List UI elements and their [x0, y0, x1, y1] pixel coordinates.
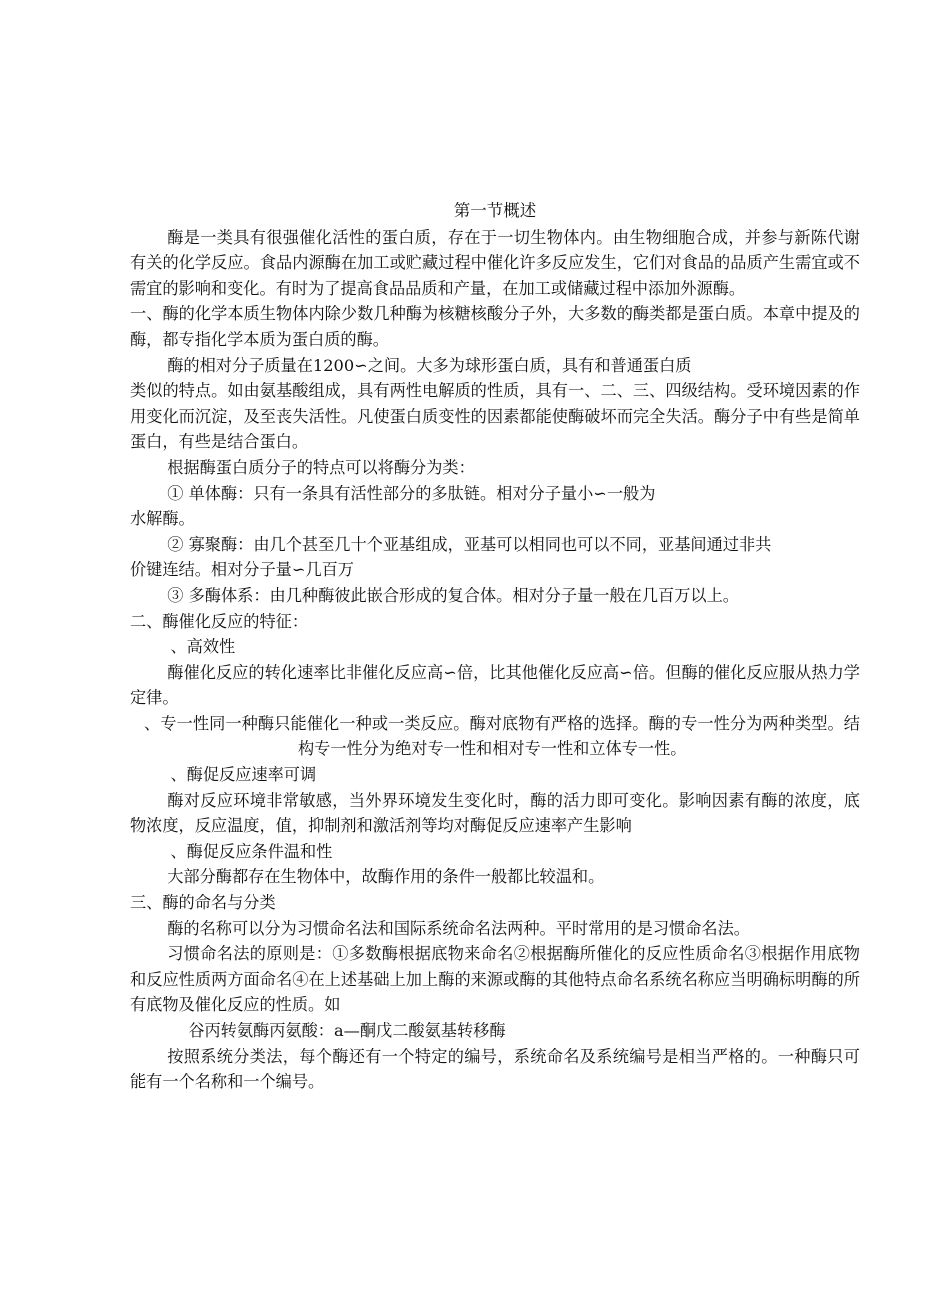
list-item-monomeric-enzyme: ① 单体酶：只有一条具有活性部分的多肽链。相对分子量小∽一般为 — [167, 483, 656, 503]
subheading-rate-adjustable: 、酶促反应速率可调 — [170, 765, 317, 785]
paragraph-molecular-mass: 酶的相对分子质量在1200∽之间。大多为球形蛋白质，具有和普通蛋白质 — [167, 355, 692, 375]
heading-chemical-nature: 一、酶的化学本质生物体内除少数几种酶为核糖核酸分子外，大多数的酶类都是蛋白质。本章中提及的酶，都专指化学本质为蛋白质的酶。 — [130, 304, 860, 349]
list-item-multienzyme-system: ③ 多酶体系：由几种酶彼此嵌合形成的复合体。相对分子量一般在几百万以上。 — [167, 585, 739, 605]
list-item-oligomeric-enzyme-cont: 价键连结。相对分子量∽几百万 — [130, 560, 354, 580]
subheading-efficiency: 、高效性 — [170, 637, 236, 657]
paragraph-efficiency: 酶催化反应的转化速率比非催化反应高∽倍，比其他催化反应高∽倍。但酶的催化反应服从热力学定律。 — [130, 662, 860, 708]
paragraph-specificity: 、专一性同一种酶只能催化一种或一类反应。酶对底物有严格的选择。酶的专一性分为两种类型。结构专一性分为绝对专一性和相对专一性和立体专一性。 — [144, 713, 860, 759]
paragraph-numbering: 按照系统分类法，每个酶还有一个特定的编号，系统命名及系统编号是相当严格的。一种酶只可能有一个名称和一个编号。 — [130, 1046, 860, 1092]
subheading-mild-conditions: 、酶促反应条件温和性 — [170, 841, 333, 861]
list-item-oligomeric-enzyme: ② 寡聚酶：由几个甚至几十个亚基组成，亚基可以相同也可以不同，亚基间通过非共 — [167, 534, 772, 554]
paragraph-naming-principles: 习惯命名法的原则是：①多数酶根据底物来命名②根据酶所催化的反应性质命名③根据作用底物和反应性质两方面命名④在上述基础上加上酶的来源或酶的其他特点命名系统名称应当明确标明酶的所有底物及催化反应的性质。如 — [130, 944, 860, 1015]
heading-catalysis-features: 二、酶催化反应的特征： — [130, 611, 309, 631]
paragraph-rate-adjustable: 酶对反应环境非常敏感，当外界环境发生变化时，酶的活力即可变化。影响因素有酶的浓度，底物浓度，反应温度，值，抑制剂和激活剂等均对酶促反应速率产生影响 — [130, 790, 860, 836]
paragraph-naming-methods: 酶的名称可以分为习惯命名法和国际系统命名法两种。平时常用的是习惯命名法。 — [167, 918, 750, 938]
list-item-monomeric-enzyme-cont: 水解酶。 — [130, 509, 195, 529]
paragraph-classification-intro: 根据酶蛋白质分子的特点可以将酶分为类： — [167, 457, 475, 477]
paragraph-intro: 酶是一类具有很强催化活性的蛋白质，存在于一切生物体内。由生物细胞合成，并参与新陈代谢有关的化学反应。食品内源酶在加工或贮藏过程中催化许多反应发生，它们对食品的品质产生需宜或不需宜的影响和变化。有时为了提高食品品质和产量，在加工或储藏过程中添加外源酶。 — [130, 227, 860, 298]
paragraph-example: 谷丙转氨酶丙氨酸：a—酮戊二酸氨基转移酶 — [188, 1021, 506, 1040]
paragraph-protein-traits: 类似的特点。如由氨基酸组成，具有两性电解质的性质，具有一、二、三、四级结构。受环境因素的作用变化而沉淀，及至丧失活性。凡使蛋白质变性的因素都能使酶破坏而完全失活。酶分子中有些是简单蛋白，有些是结合蛋白。 — [130, 381, 860, 452]
heading-naming-classification: 三、酶的命名与分类 — [130, 893, 276, 913]
document-page — [130, 198, 860, 1095]
section-title: 第一节概述 — [453, 201, 537, 220]
paragraph-mild-conditions: 大部分酶都存在生物体中，故酶作用的条件一般都比较温和。 — [167, 867, 605, 887]
